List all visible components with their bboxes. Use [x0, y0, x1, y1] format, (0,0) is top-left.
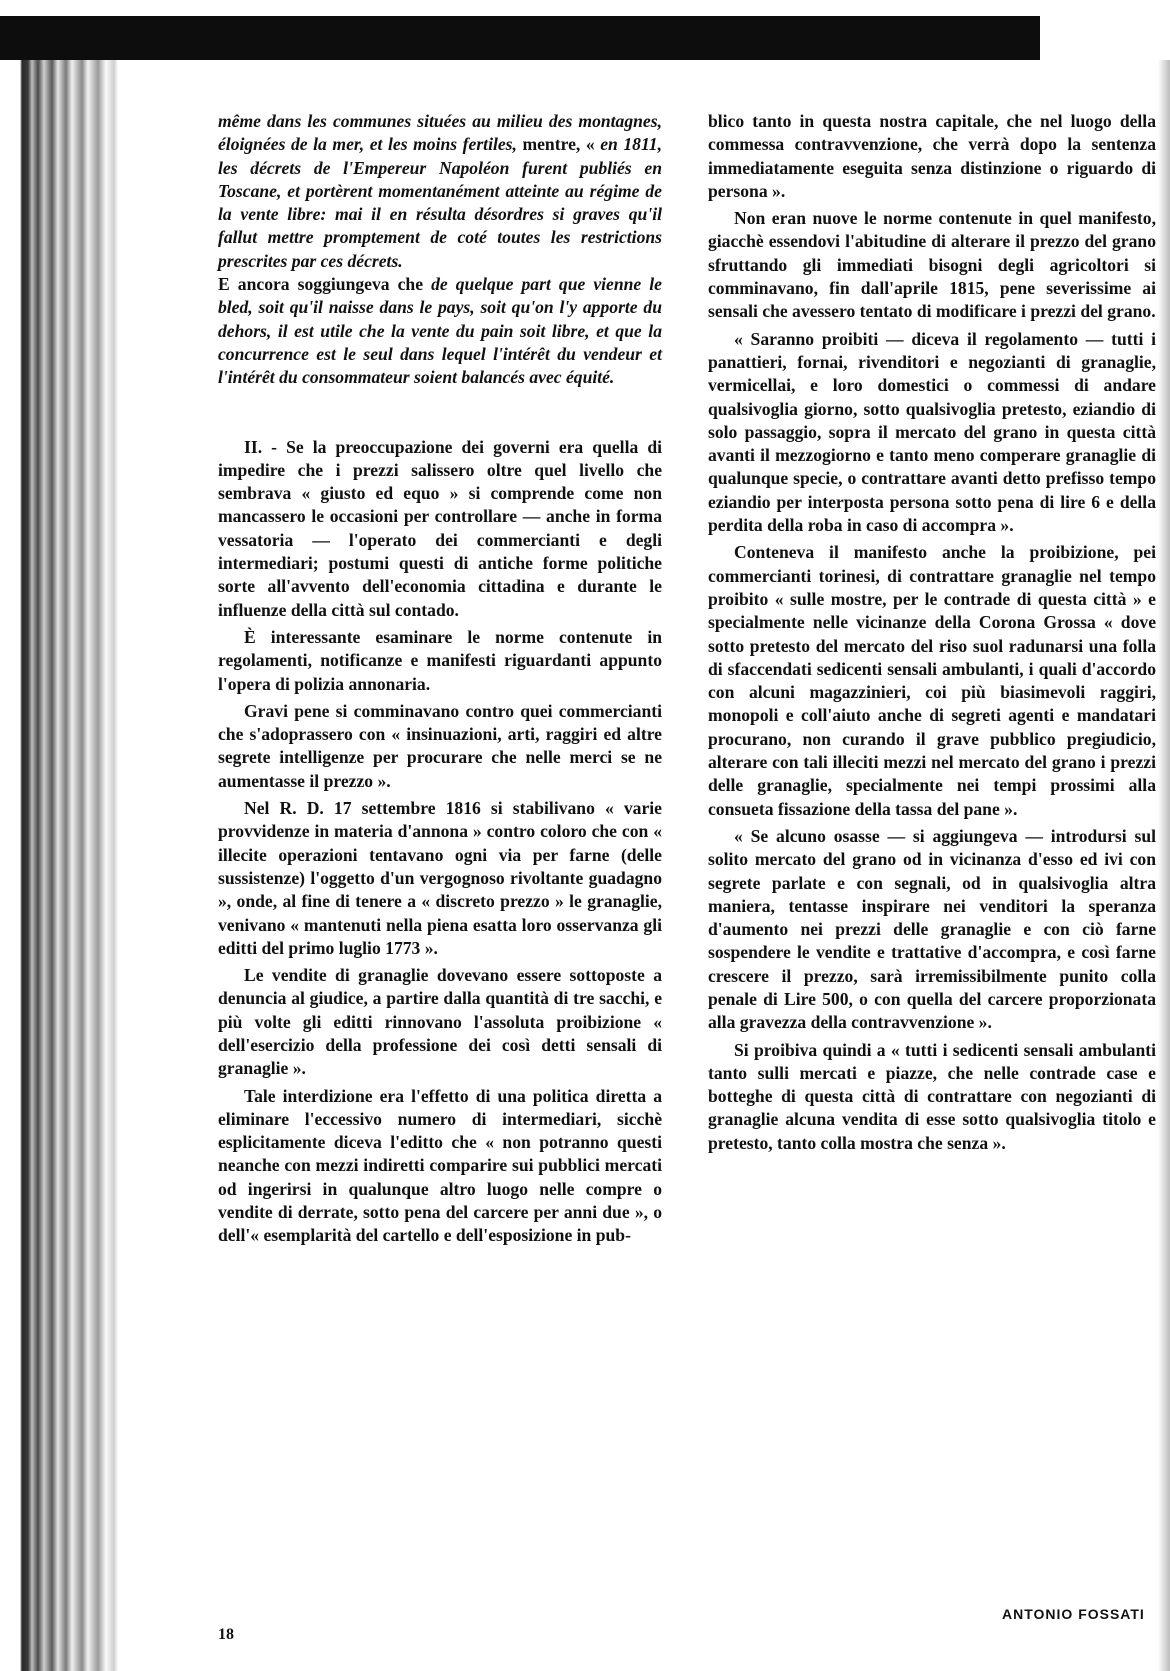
- section-ii-paragraph: II. - Se la preoccupazione dei governi era quella di impedire che i prezzi salissero oltre quel livello che sembrava « giusto ed equo » si comprende come non mancassero le occasioni per controllare — anche in forma vessatoria — l'operato dei commercianti e degli intermediari; postumi questi di antiche forme politiche sorte all'avvento dell'economia cittadina e durante le influenze della città sul contado.: [218, 436, 662, 620]
- paragraph: Non eran nuove le norme contenute in quel manifesto, giacchè essendovi l'abitudine di alterare il prezzo del grano sfruttando gli immediati bisogni degli agricoltori si comminavano, fin dall'aprile 1815, pene severissime ai sensali che avessero tentato di modificare i prezzi del grano.: [708, 208, 1156, 322]
- quote-text-3: de quelque part que vienne le bled, soit qu'il naisse dans le pays, soit qu'on l'y apporte du dehors, il est utile che la vente du pain soit libre, et que la concurrence est le seul dans lequel l'intérêt du vendeur et l'intérêt du consommateur soient balancés avec équité.: [218, 274, 662, 388]
- paragraph: Gravi pene si comminavano contro quei commercianti che s'adoprassero con « insinuazioni, arti, raggiri ed altre segrete intelligenze per procurare che nelle merci se ne aumentasse il prezzo ».: [218, 700, 662, 791]
- paragraph: « Se alcuno osasse — si aggiungeva — introdursi sul solito mercato del grano od in vicinanza d'esso ed ivi con segrete parlate e con segnali, od in qualsivoglia altra maniera, tentasse inspirare nei venditori la speranza d'aumento nei prezzi delle granaglie e con ciò farne sospendere le vendite e trattative d'accompra, e così farne crescere il prezzo, sarà irremissibilmente punito colla penale di Lire 500, o con quella del carcere proporzionata alla gravezza della contravvenzione ».: [708, 825, 1156, 1033]
- paragraph: Conteneva il manifesto anche la proibizione, pei commercianti torinesi, di contrattare granaglie nel tempo proibito « sulle mostre, per le contrade di questa città » e specialmente nelle vicinanze della Corona Grossa « dove sotto pretesto del mercato del riso suol radunarsi una folla di sfaccendati sedicenti sensali ambulanti, i quali d'accordo con alcuni magazzinieri, coi più biasimevoli raggiri, monopoli e coll'aiuto anche di segreti agenti e mandatari procurano, non curando il grave pubblico pregiudicio, alterare con tali illeciti mezzi nel mercato del grano i prezzi delle granaglie, specialmente nei tempi prossimi alla consueta fissazione della tassa del pane ».: [708, 542, 1156, 819]
- paragraph: blico tanto in questa nostra capitale, che nel luogo della commessa contravvenzione, che verrà dopo la sentenza immediatamente eseguita senza distinzione o riguardo di persona ».: [708, 111, 1156, 201]
- quote-connector: mentre, «: [516, 134, 601, 155]
- paragraph: « Saranno proibiti — diceva il regolamento — tutti i panattieri, fornai, rivenditori e negozianti di granaglie, vermicellai, e loro domestici o commessi di andare qualsivoglia giorno, sotto qualsivoglia pretesto, eziandio di solo passaggio, sopra il mercato del grano in questa città avanti il mezzogiorno e tanto meno comperare granaglie di qualunque specie, o contrattare avanti detto prefisso tempo eziandio per interposta persona sotto pena di lire 6 e della perdita della roba in caso di accompra ».: [708, 328, 1156, 536]
- paragraph: È interessante esaminare le norme contenute in regolamenti, notificanze e manifesti riguardanti appunto l'opera di polizia annonaria.: [218, 626, 662, 694]
- left-column: [218, 110, 662, 1248]
- quote-text-2: en 1811, les décrets de l'Empereur Napoléon furent publiés en Toscane, et portèrent momentanément atteinte au régime de la vente libre: mai il en résulta désordres si graves qu'il fallut mettre promptement de coté toutes les restrictions prescrites par ces décrets.: [218, 134, 662, 271]
- french-quote-paragraph: [218, 110, 662, 273]
- paragraph: Tale interdizione era l'effetto di una politica diretta a eliminare l'eccessivo numero di intermediari, sicchè esplicitamente diceva l'editto che « non potranno questi neanche con mezzi indiretti comparire sui pubblici mercati od ingerirsi in qualunque altro luogo nelle compre o vendite di derrate, sotto pena del carcere per anni due », o dell'« esemplarità del cartello e dell'esposizione in pub-: [218, 1085, 662, 1246]
- paragraph: Nel R. D. 17 settembre 1816 si stabilivano « varie provvidenze in materia d'annona » contro coloro che con « illecite operazioni tentavano ogni via per farne (delle sussistenze) l'oggetto d'un vergognoso rivoltante guadagno », onde, al fine di tenere a « discreto prezzo » le granaglie, venivano « mantenuti nella piena esatta loro osservanza gli editti del primo luglio 1773 ».: [218, 798, 662, 958]
- page-right-edge: [1158, 60, 1170, 1671]
- scan-top-border: [0, 16, 1040, 60]
- book-spine-edge: [0, 60, 118, 1671]
- quote-text-1: même dans les communes situées au milieu des montagnes, éloignées de la mer, et les moins fertiles,: [218, 111, 662, 155]
- french-quote-paragraph-2: [218, 273, 662, 389]
- right-column: [708, 110, 1156, 1155]
- running-head-author: ANTONIO FOSSATI: [1002, 1606, 1145, 1622]
- paragraph: Si proibiva quindi a « tutti i sedicenti sensali ambulanti tanto sulli mercati e piazze, che nelle contrade case e botteghe di questa città di contrattare con negozianti di granaglie alcuna vendita di esse sotto qualsivoglia titolo e pretesto, tanto colla mostra che senza ».: [708, 1039, 1156, 1153]
- page-number: 18: [218, 1626, 234, 1643]
- paragraph: Le vendite di granaglie dovevano essere sottoposte a denuncia al giudice, a partire dalla quantità di tre sacchi, e più volte gli editti rinnovano l'assoluta proibizione « dell'esercizio della professione dei così detti sensali di granaglie ».: [218, 965, 662, 1079]
- quote-intro: E ancora soggiungeva che: [218, 274, 432, 295]
